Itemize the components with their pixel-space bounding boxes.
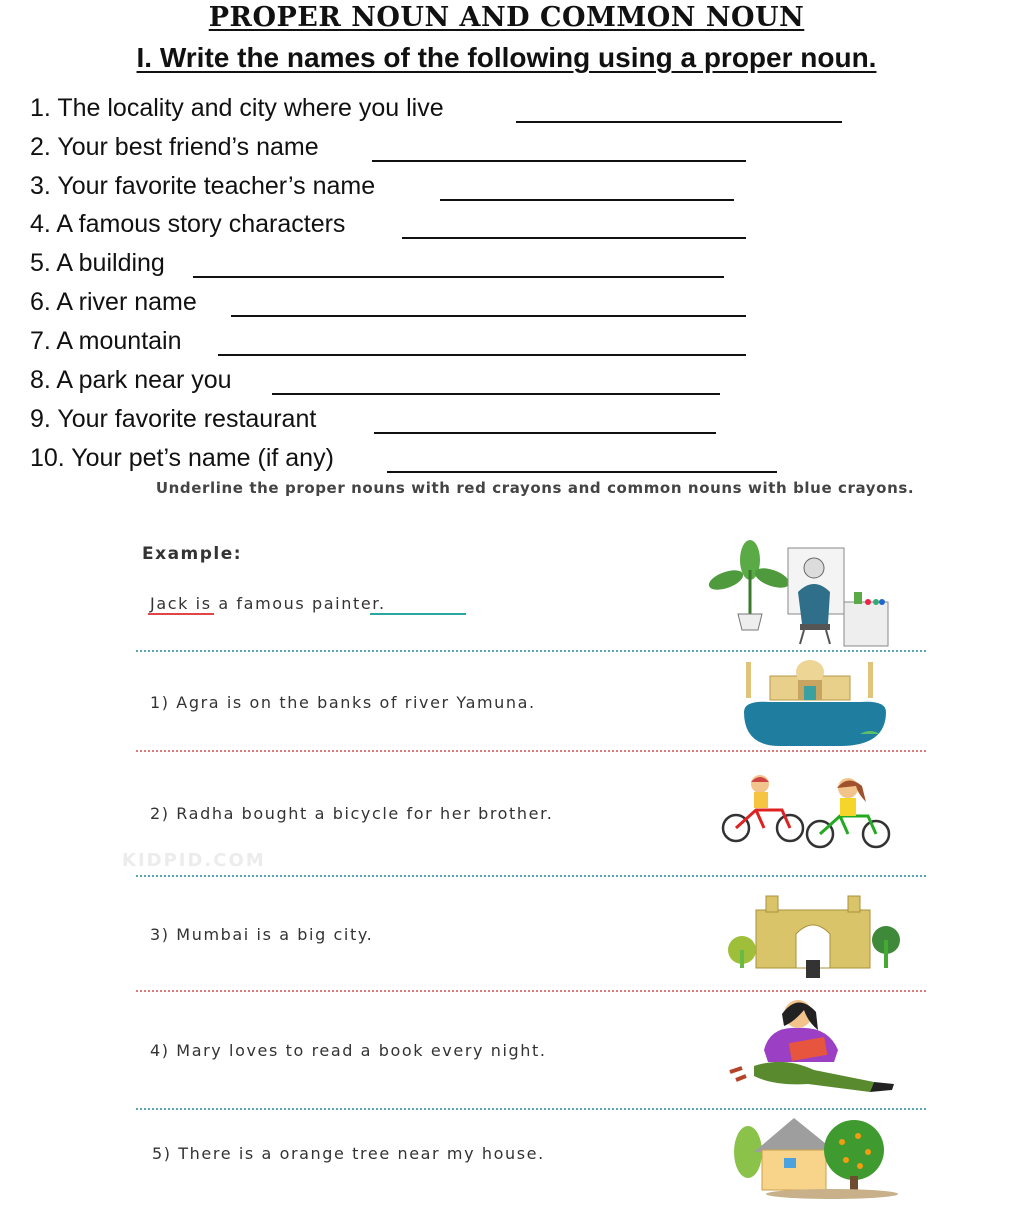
question-6: 6. A river name bbox=[30, 288, 197, 316]
answer-line-3[interactable] bbox=[440, 199, 734, 201]
answer-line-5[interactable] bbox=[193, 276, 724, 278]
gateway-of-india-illustration-icon bbox=[726, 888, 906, 980]
girl-reading-book-illustration-icon bbox=[724, 996, 910, 1096]
question-9: 9. Your favorite restaurant bbox=[30, 405, 317, 433]
separator bbox=[136, 875, 926, 877]
sentence-1: 1) Agra is on the banks of river Yamuna. bbox=[150, 693, 536, 712]
answer-line-7[interactable] bbox=[218, 354, 746, 356]
instruction-text: Underline the proper nouns with red crayons and common nouns with blue crayons. bbox=[155, 479, 915, 497]
answer-line-6[interactable] bbox=[231, 315, 746, 317]
question-8: 8. A park near you bbox=[30, 366, 232, 394]
question-1: 1. The locality and city where you live bbox=[30, 94, 444, 122]
separator bbox=[136, 990, 926, 992]
separator bbox=[136, 1108, 926, 1110]
question-2: 2. Your best friend’s name bbox=[30, 133, 319, 161]
separator bbox=[136, 650, 926, 652]
sentence-4: 4) Mary loves to read a book every night. bbox=[150, 1041, 547, 1060]
section-heading: I. Write the names of the following using a proper noun. bbox=[136, 42, 877, 73]
answer-line-8[interactable] bbox=[272, 393, 720, 395]
answer-line-10[interactable] bbox=[387, 471, 777, 473]
question-3: 3. Your favorite teacher’s name bbox=[30, 172, 376, 200]
answer-line-1[interactable] bbox=[516, 121, 842, 123]
example-sentence: Jack is a famous painter. bbox=[150, 594, 386, 613]
question-4: 4. A famous story characters bbox=[30, 210, 346, 238]
question-10: 10. Your pet’s name (if any) bbox=[30, 444, 334, 472]
answer-line-2[interactable] bbox=[372, 160, 746, 162]
separator bbox=[136, 750, 926, 752]
painter-illustration-icon bbox=[704, 540, 896, 648]
taj-mahal-river-illustration-icon bbox=[740, 656, 890, 748]
question-5: 5. A building bbox=[30, 249, 165, 277]
question-7: 7. A mountain bbox=[30, 327, 182, 355]
common-noun-underline bbox=[370, 613, 466, 615]
page-title: PROPER NOUN AND COMMON NOUN bbox=[208, 2, 805, 33]
sentence-3: 3) Mumbai is a big city. bbox=[150, 925, 374, 944]
answer-line-9[interactable] bbox=[374, 432, 716, 434]
answer-line-4[interactable] bbox=[402, 237, 746, 239]
watermark: KIDPID.COM bbox=[122, 850, 266, 871]
house-orange-tree-illustration-icon bbox=[732, 1112, 902, 1200]
example-label: Example: bbox=[142, 544, 243, 564]
sentence-2: 2) Radha bought a bicycle for her brother. bbox=[150, 804, 554, 823]
kids-bicycle-illustration-icon bbox=[720, 772, 896, 854]
sentence-5: 5) There is a orange tree near my house. bbox=[152, 1144, 545, 1163]
proper-noun-underline bbox=[148, 613, 214, 615]
